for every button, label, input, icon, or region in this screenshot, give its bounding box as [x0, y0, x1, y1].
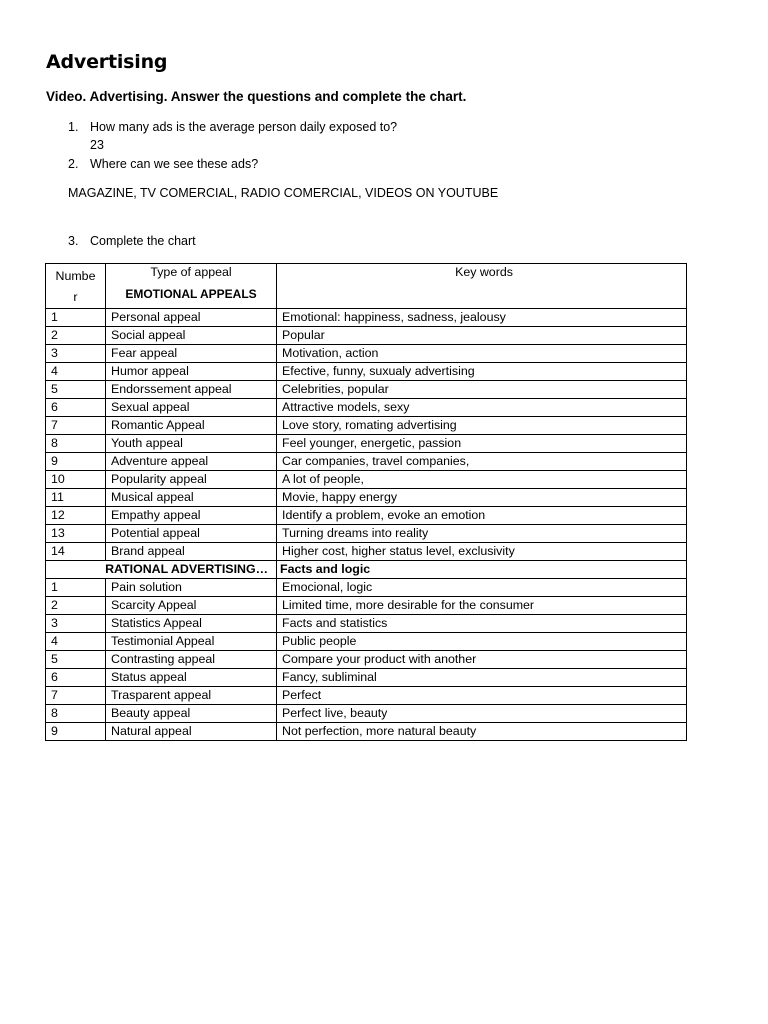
- row-number: 8: [46, 435, 106, 453]
- row-number: 2: [46, 597, 106, 615]
- key-words: Limited time, more desirable for the consumer: [277, 597, 687, 615]
- row-number: 11: [46, 489, 106, 507]
- table-row: [46, 453, 687, 471]
- rational-section-row: [46, 561, 687, 579]
- table-row: [46, 507, 687, 525]
- emotional-section-label: EMOTIONAL APPEALS: [125, 287, 257, 301]
- row-number: 5: [46, 381, 106, 399]
- table-row: [46, 579, 687, 597]
- row-number: 1: [46, 579, 106, 597]
- row-number: 4: [46, 633, 106, 651]
- rational-section-label: RATIONAL ADVERTISING…: [46, 561, 277, 579]
- table-row: [46, 381, 687, 399]
- appeal-type: Adventure appeal: [106, 453, 277, 471]
- key-words: Car companies, travel companies,: [277, 453, 687, 471]
- appeal-type: Trasparent appeal: [106, 687, 277, 705]
- type-header-label: Type of appeal: [150, 265, 232, 279]
- key-words: Compare your product with another: [277, 651, 687, 669]
- key-words: Efective, funny, suxualy advertising: [277, 363, 687, 381]
- appeal-type: Youth appeal: [106, 435, 277, 453]
- row-number: 3: [46, 615, 106, 633]
- key-words: Love story, romating advertising: [277, 417, 687, 435]
- row-number: 12: [46, 507, 106, 525]
- appeal-type: Brand appeal: [106, 543, 277, 561]
- table-row: [46, 309, 687, 327]
- chart-body: [46, 264, 687, 741]
- type-header: [106, 264, 277, 309]
- appeal-type: Humor appeal: [106, 363, 277, 381]
- table-row: [46, 597, 687, 615]
- table-row: [46, 633, 687, 651]
- keywords-header: Key words: [277, 264, 687, 309]
- key-words: Motivation, action: [277, 345, 687, 363]
- key-words: Attractive models, sexy: [277, 399, 687, 417]
- question-number: 2.: [68, 157, 79, 171]
- appeal-type: Empathy appeal: [106, 507, 277, 525]
- key-words: Emotional: happiness, sadness, jealousy: [277, 309, 687, 327]
- question-text: How many ads is the average person daily exposed to?: [90, 120, 398, 134]
- table-row: [46, 363, 687, 381]
- appeal-type: Romantic Appeal: [106, 417, 277, 435]
- appeal-type: Popularity appeal: [106, 471, 277, 489]
- row-number: 14: [46, 543, 106, 561]
- number-header: [46, 264, 106, 309]
- appeal-type: Beauty appeal: [106, 705, 277, 723]
- key-words: Identify a problem, evoke an emotion: [277, 507, 687, 525]
- question-number: 1.: [68, 120, 79, 134]
- row-number: 3: [46, 345, 106, 363]
- table-row: [46, 327, 687, 345]
- row-number: 1: [46, 309, 106, 327]
- table-row: [46, 669, 687, 687]
- appeal-type: Testimonial Appeal: [106, 633, 277, 651]
- table-row: [46, 687, 687, 705]
- row-number: 9: [46, 723, 106, 741]
- appeal-type: Endorssement appeal: [106, 381, 277, 399]
- appeal-type: Musical appeal: [106, 489, 277, 507]
- row-number: 13: [46, 525, 106, 543]
- answer-1: 23: [90, 138, 104, 152]
- appeal-type: Pain solution: [106, 579, 277, 597]
- chart-header-row: [46, 264, 687, 309]
- row-number: 4: [46, 363, 106, 381]
- number-header-line2: r: [73, 290, 78, 304]
- key-words: Perfect live, beauty: [277, 705, 687, 723]
- row-number: 6: [46, 669, 106, 687]
- appeal-type: Personal appeal: [106, 309, 277, 327]
- key-words: Emocional, logic: [277, 579, 687, 597]
- table-row: [46, 417, 687, 435]
- key-words: Facts and statistics: [277, 615, 687, 633]
- appeal-type: Statistics Appeal: [106, 615, 277, 633]
- row-number: 9: [46, 453, 106, 471]
- rational-section-keywords: Facts and logic: [277, 561, 687, 579]
- row-number: 10: [46, 471, 106, 489]
- appeal-type: Potential appeal: [106, 525, 277, 543]
- table-row: [46, 471, 687, 489]
- row-number: 7: [46, 417, 106, 435]
- page-title: Advertising: [46, 51, 168, 73]
- key-words: Perfect: [277, 687, 687, 705]
- question-number: 3.: [68, 234, 79, 248]
- row-number: 7: [46, 687, 106, 705]
- row-number: 8: [46, 705, 106, 723]
- appeal-type: Natural appeal: [106, 723, 277, 741]
- table-row: [46, 705, 687, 723]
- table-row: [46, 651, 687, 669]
- table-row: [46, 525, 687, 543]
- row-number: 6: [46, 399, 106, 417]
- key-words: Public people: [277, 633, 687, 651]
- key-words: Popular: [277, 327, 687, 345]
- key-words: Fancy, subliminal: [277, 669, 687, 687]
- key-words: Turning dreams into reality: [277, 525, 687, 543]
- appeals-chart: [45, 263, 687, 741]
- key-words: Celebrities, popular: [277, 381, 687, 399]
- table-row: [46, 345, 687, 363]
- key-words: Not perfection, more natural beauty: [277, 723, 687, 741]
- question-text: Complete the chart: [90, 234, 196, 248]
- number-header-line1: Numbe: [55, 269, 96, 283]
- appeal-type: Status appeal: [106, 669, 277, 687]
- appeal-type: Fear appeal: [106, 345, 277, 363]
- question-text: Where can we see these ads?: [90, 157, 259, 171]
- key-words: Feel younger, energetic, passion: [277, 435, 687, 453]
- appeal-type: Scarcity Appeal: [106, 597, 277, 615]
- instructions: Video. Advertising. Answer the questions and complete the chart.: [46, 89, 467, 104]
- table-row: [46, 723, 687, 741]
- table-row: [46, 489, 687, 507]
- table-row: [46, 615, 687, 633]
- answer-2: MAGAZINE, TV COMERCIAL, RADIO COMERCIAL, VIDEOS ON YOUTUBE: [68, 186, 499, 200]
- key-words: Movie, happy energy: [277, 489, 687, 507]
- row-number: 2: [46, 327, 106, 345]
- appeal-type: Contrasting appeal: [106, 651, 277, 669]
- key-words: Higher cost, higher status level, exclusivity: [277, 543, 687, 561]
- row-number: 5: [46, 651, 106, 669]
- table-row: [46, 399, 687, 417]
- appeal-type: Social appeal: [106, 327, 277, 345]
- table-row: [46, 435, 687, 453]
- table-row: [46, 543, 687, 561]
- key-words: A lot of people,: [277, 471, 687, 489]
- appeal-type: Sexual appeal: [106, 399, 277, 417]
